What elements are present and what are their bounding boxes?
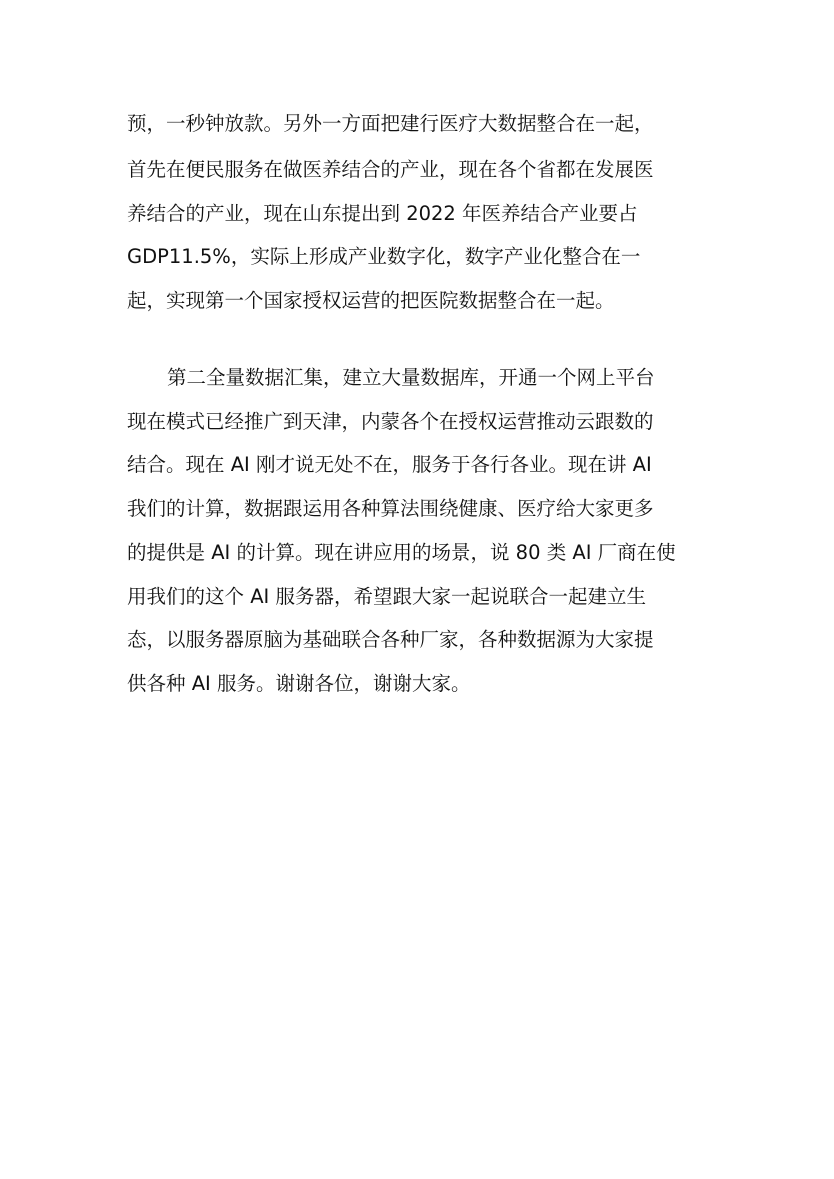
text-line: GDP11.5%，实际上形成产业数字化，数字产业化整合在一 xyxy=(127,245,641,268)
text-line: 态，以服务器原脑为基础联合各种厂家，各种数据源为大家提 xyxy=(127,628,654,651)
text-line: 供各种 AI 服务。谢谢各位，谢谢大家。 xyxy=(127,672,471,695)
text-line: 我们的计算，数据跟运用各种算法围绕健康、医疗给大家更多 xyxy=(127,497,654,520)
text-line: 的提供是 AI 的计算。现在讲应用的场景，说 80 类 AI 厂商在使 xyxy=(127,541,676,564)
text-line: 预，一秒钟放款。另外一方面把建行医疗大数据整合在一起， xyxy=(127,112,654,135)
text-line: 养结合的产业，现在山东提出到 2022 年医养结合产业要占 xyxy=(127,202,638,225)
text-line: 首先在便民服务在做医养结合的产业，现在各个省都在发展医 xyxy=(127,158,654,181)
text-line: 用我们的这个 AI 服务器，希望跟大家一起说联合一起建立生 xyxy=(127,585,646,608)
text-line: 结合。现在 AI 刚才说无处不在，服务于各行各业。现在讲 AI xyxy=(127,453,652,476)
text-line: 现在模式已经推广到天津，内蒙各个在授权运营推动云跟数的 xyxy=(127,410,654,433)
text-line: 第二全量数据汇集，建立大量数据库，开通一个网上平台 xyxy=(167,366,655,389)
text-line: 起，实现第一个国家授权运营的把医院数据整合在一起。 xyxy=(127,289,615,312)
